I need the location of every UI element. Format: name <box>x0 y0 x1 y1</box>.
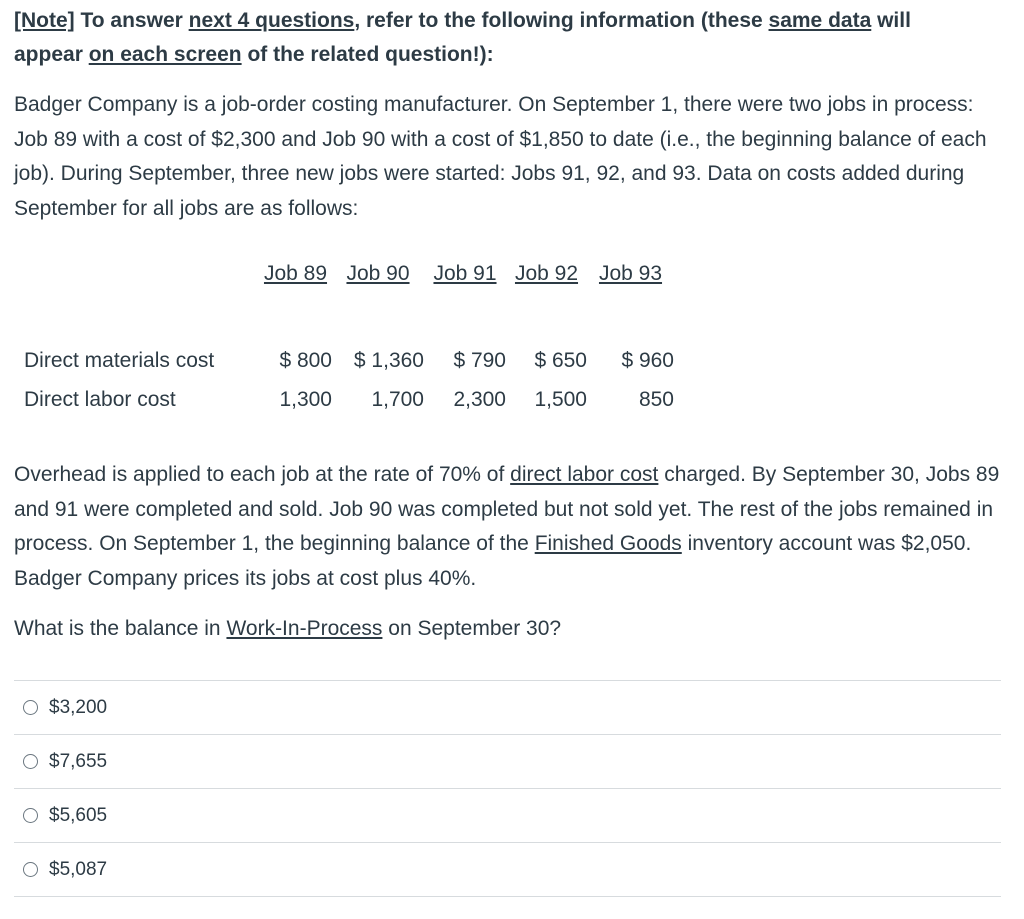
table-cell: $ 800 <box>279 349 332 372</box>
table-cell: 1,300 <box>279 388 332 411</box>
table-cell: 1,500 <box>534 388 587 411</box>
note-text: To answer <box>74 9 189 32</box>
note-heading <box>14 4 1004 72</box>
answer-list <box>14 680 1001 897</box>
header-job-93: Job 93 <box>598 262 663 285</box>
radio-button-icon[interactable] <box>23 808 38 823</box>
radio-button-icon[interactable] <box>23 862 38 877</box>
overhead-text: charged. By September 30, Jobs 89 and 91 were completed and sold. Job 90 was completed but not sold yet. The rest of the jobs remained in process. On September 1, the beginning balance of the <box>14 463 1000 555</box>
question-text <box>14 612 1004 646</box>
header-job-92: Job 92 <box>514 262 579 285</box>
note-emphasis: on each screen <box>88 43 242 66</box>
note-text: , refer to the following information (these <box>354 9 769 32</box>
answer-option-2[interactable] <box>14 735 1001 789</box>
question-part: What is the balance in <box>14 617 227 640</box>
intro-paragraph: Badger Company is a job-order costing manufacturer. On September 1, there were two jobs in process: Job 89 with a cost of $2,300 and Job 90 with a cost of $1,850 to date (i.e., the beginning balance of each job). During September, three new jobs were started: Jobs 91, 92, and 93. Data on costs added during September for all jobs are as follows: <box>14 93 987 220</box>
table-cell: $ 960 <box>621 349 674 372</box>
answer-label[interactable]: $5,087 <box>49 858 108 880</box>
term-work-in-process: Work-In-Process <box>226 617 383 640</box>
overhead-paragraph <box>14 458 1004 596</box>
term-direct-labor-cost: direct labor cost <box>510 463 659 486</box>
row-label-direct-labor: Direct labor cost <box>24 388 176 411</box>
answer-label[interactable]: $5,605 <box>49 804 108 826</box>
note-tag: [Note] <box>14 9 75 32</box>
job-cost-table <box>14 262 674 440</box>
header-job-89: Job 89 <box>263 262 328 285</box>
header-job-90: Job 90 <box>346 262 410 285</box>
radio-button-icon[interactable] <box>23 700 38 715</box>
note-text: will <box>871 9 911 32</box>
table-cell: $ 650 <box>534 349 587 372</box>
answer-option-4[interactable] <box>14 843 1001 897</box>
radio-button-icon[interactable] <box>23 754 38 769</box>
table-cell: $ 790 <box>453 349 506 372</box>
table-cell: $ 1,360 <box>353 349 424 372</box>
term-finished-goods: Finished Goods <box>534 532 682 555</box>
overhead-text: Overhead is applied to each job at the rate of 70% of <box>14 463 511 486</box>
note-text: appear <box>14 43 89 66</box>
answer-label[interactable]: $7,655 <box>49 750 108 772</box>
note-text: of the related question!): <box>241 43 494 66</box>
answer-label[interactable]: $3,200 <box>49 696 108 718</box>
note-emphasis: same data <box>768 9 872 32</box>
table-header-row <box>14 262 674 296</box>
row-label-direct-materials: Direct materials cost <box>24 349 215 372</box>
answer-option-3[interactable] <box>14 789 1001 843</box>
header-job-91: Job 91 <box>433 262 497 285</box>
overhead-text: inventory account was $2,050. Badger Company prices its jobs at cost plus 40%. <box>14 532 972 590</box>
table-cell: 2,300 <box>453 388 506 411</box>
table-row <box>14 336 674 386</box>
question-part: on September 30? <box>382 617 562 640</box>
note-emphasis: next 4 questions <box>188 9 355 32</box>
table-cell: 850 <box>638 388 674 411</box>
table-row <box>14 386 674 440</box>
answer-option-1[interactable] <box>14 681 1001 735</box>
table-cell: 1,700 <box>371 388 424 411</box>
